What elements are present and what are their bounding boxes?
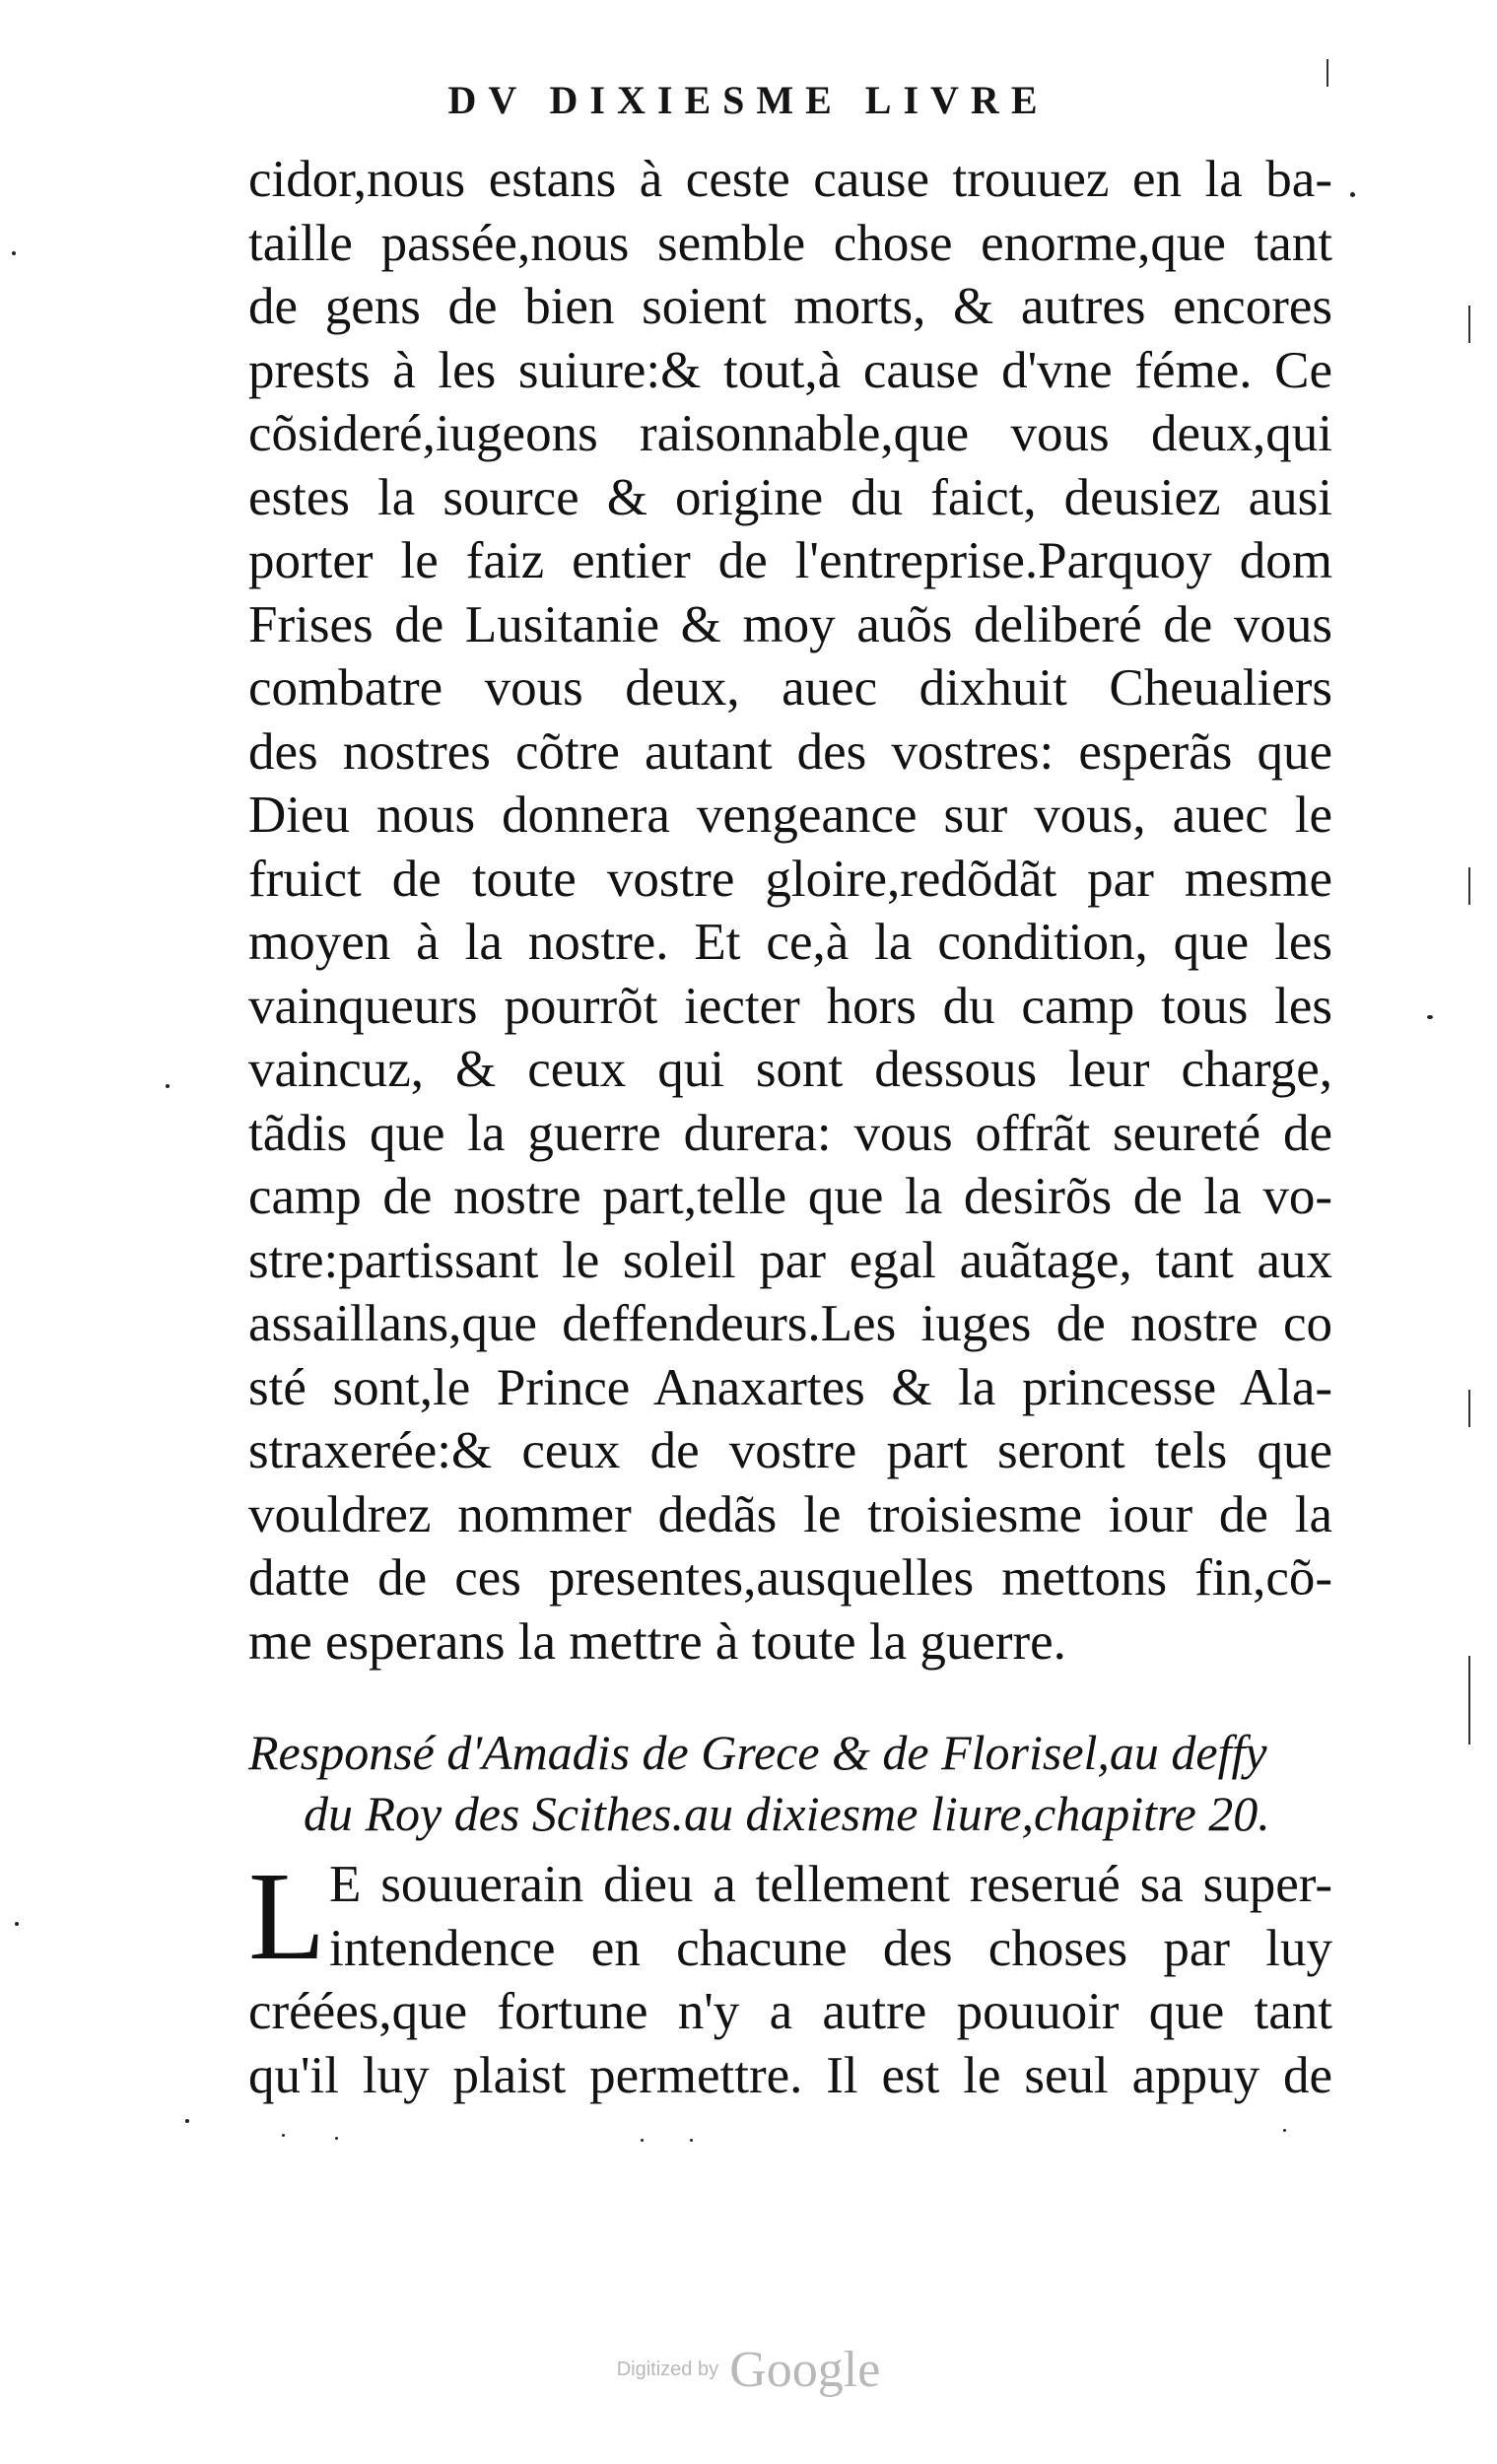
scan-speck [12,251,16,255]
running-head: DV DIXIESME LIVRE [447,78,1050,122]
text-line: qu'il luy plaist permettre. Il est le seul appuy de [248,2046,1332,2104]
text-line: vouldrez nommer dedãs le troisiesme iour de la [248,1485,1332,1543]
text-line: porter le faiz entier de l'entreprise.Parquoy dom [248,532,1332,589]
drop-cap: L [248,1846,326,1986]
heading-line: Responsé d'Amadis de Grece & de Florisel,au deffy [248,1725,1267,1780]
text-line: straxerée:& ceux de vostre part seront tels que [248,1422,1332,1479]
text-line: cõsideré,iugeons raisonnable,que vous deux,qui [248,405,1332,462]
watermark-logo-text: Google [729,2342,881,2398]
chapter-text [248,1846,1332,2107]
text-line: assaillans,que deffendeurs.Les iuges de nostre co [248,1295,1332,1352]
scan-speck [641,2139,644,2142]
text-line: fruict de toute vostre gloire,redõdãt par mesme [248,850,1332,908]
text-line: sté sont,le Prince Anaxartes & la princesse Ala- [248,1358,1332,1416]
scan-speck [335,2137,338,2140]
text-line: tãdis que la guerre durera: vous offrãt seureté de [248,1104,1332,1162]
scan-speck [185,2119,189,2123]
scan-speck [282,2134,285,2137]
text-line: combatre vous deux, auec dixhuit Cheualiers [248,659,1332,717]
text-line: camp de nostre part,telle que la desirõs de la vo- [248,1168,1332,1225]
scan-speck [1350,192,1355,197]
text-line: moyen à la nostre. Et ce,à la condition, que les [248,914,1332,971]
scan-speck [166,1084,170,1088]
text-line: intendence en chacune des choses par luy [329,1919,1332,1977]
scan-edge-mark [1468,306,1470,343]
letter-text [248,148,1332,1674]
heading-line: du Roy des Scithes.au dixiesme liure,chapitre 20. [304,1786,1270,1841]
text-line: stre:partissant le soleil par egal auãtage, tant aux [248,1231,1332,1289]
text-line: prests à les suiure:& tout,à cause d'vne féme. Ce [248,341,1332,399]
scan-speck [1427,1015,1433,1019]
text-line: E souuerain dieu a tellement reserué sa super- [329,1856,1332,1913]
scan-edge-mark [1468,867,1470,905]
text-line: vaincuz, & ceux qui sont dessous leur charge, [248,1041,1332,1098]
text-line: taille passée,nous semble chose enorme,que tant [248,214,1332,272]
scan-speck [1283,2129,1286,2132]
text-line: créées,que fortune n'y a autre pouuoir que tant [248,1983,1332,2040]
scan-edge-mark [1468,1390,1470,1427]
scan-edge-mark [1468,1656,1470,1745]
text-line: Dieu nous donnera vengeance sur vous, auec le [248,787,1332,844]
text-line: vainqueurs pourrõt iecter hors du camp tous les [248,977,1332,1035]
scan-edge-mark [1327,59,1328,87]
text-line: Frises de Lusitanie & moy auõs deliberé de vous [248,595,1332,653]
text-line: datte de ces presentes,ausquelles mettons fin,cõ- [248,1549,1332,1607]
text-line: de gens de bien soient morts, & autres encores [248,278,1332,335]
digitized-by-google-watermark [0,2341,1497,2399]
scan-speck [690,2139,693,2142]
text-line: me esperans la mettre à toute la guerre. [248,1612,1066,1671]
scan-speck [15,1922,19,1926]
chapter-heading [248,1722,1332,1844]
text-line: des nostres cõtre autant des vostres: esperãs que [248,722,1332,781]
watermark-small-text: Digitized by [616,2359,719,2380]
text-line: cidor,nous estans à ceste cause trouuez en la ba- [248,151,1332,208]
text-line: estes la source & origine du faict, deusiez ausi [248,468,1332,526]
